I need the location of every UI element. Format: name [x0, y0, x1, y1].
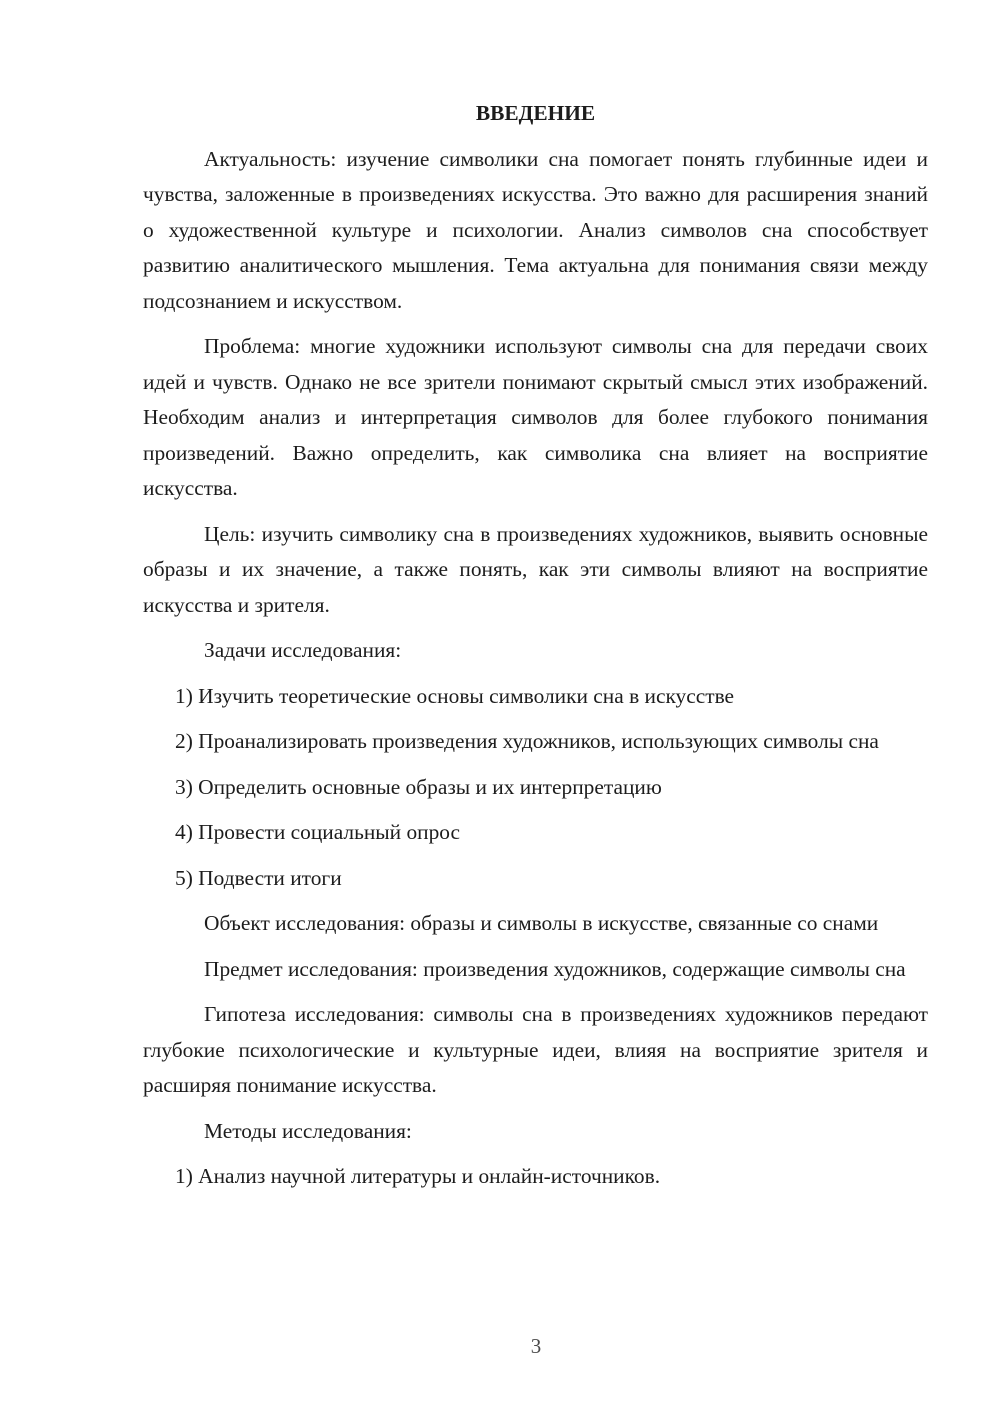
paragraph-hypothesis: Гипотеза исследования: символы сна в произведениях художников передают глубокие психологические и культурные идеи, влияя на восприятие зрителя и расширяя понимание искусства. — [143, 1002, 928, 1097]
paragraph-relevance: Актуальность: изучение символики сна помогает понять глубинные идеи и чувства, заложенные в произведениях искусства. Это важно для расширения знаний о художественной культуре и психологии. Анализ символов сна способствует развитию аналитического мышления. Тема актуальна для понимания связи между подсознанием и искусством. — [143, 146, 928, 313]
tasks-heading: Задачи исследования: — [204, 638, 402, 662]
method-item-1: 1) Анализ научной литературы и онлайн-источников. — [175, 1164, 661, 1188]
paragraph-subject: Предмет исследования: произведения художников, содержащие символы сна — [204, 956, 906, 981]
methods-heading: Методы исследования: — [204, 1118, 412, 1143]
page-title: ВВЕДЕНИЕ — [475, 101, 596, 125]
paragraph-problem: Проблема: многие художники используют символы сна для передачи своих идей и чувств. Однако не все зрители понимают скрытый смысл этих изображений. Необходим анализ и интерпретация символов для более глубокого понимания произведений. Важно определить, как символика сна влияет на восприятие искусства. — [143, 334, 928, 500]
task-item-5: 5) Подвести итоги — [175, 865, 342, 890]
page-number: 3 — [530, 1334, 542, 1358]
task-item-3: 3) Определить основные образы и их интерпретацию — [175, 774, 662, 799]
paragraph-goal: Цель: изучить символику сна в произведениях художников, выявить основные образы и их значение, а также понять, как эти символы влияют на восприятие искусства и зрителя. — [143, 521, 928, 617]
paragraph-object: Объект исследования: образы и символы в искусстве, связанные со снами — [204, 911, 879, 935]
task-item-2: 2) Проанализировать произведения художников, использующих символы сна — [175, 729, 879, 753]
task-item-1: 1) Изучить теоретические основы символики сна в искусстве — [175, 683, 735, 708]
task-item-4: 4) Провести социальный опрос — [175, 820, 461, 844]
page-content — [143, 96, 928, 1205]
